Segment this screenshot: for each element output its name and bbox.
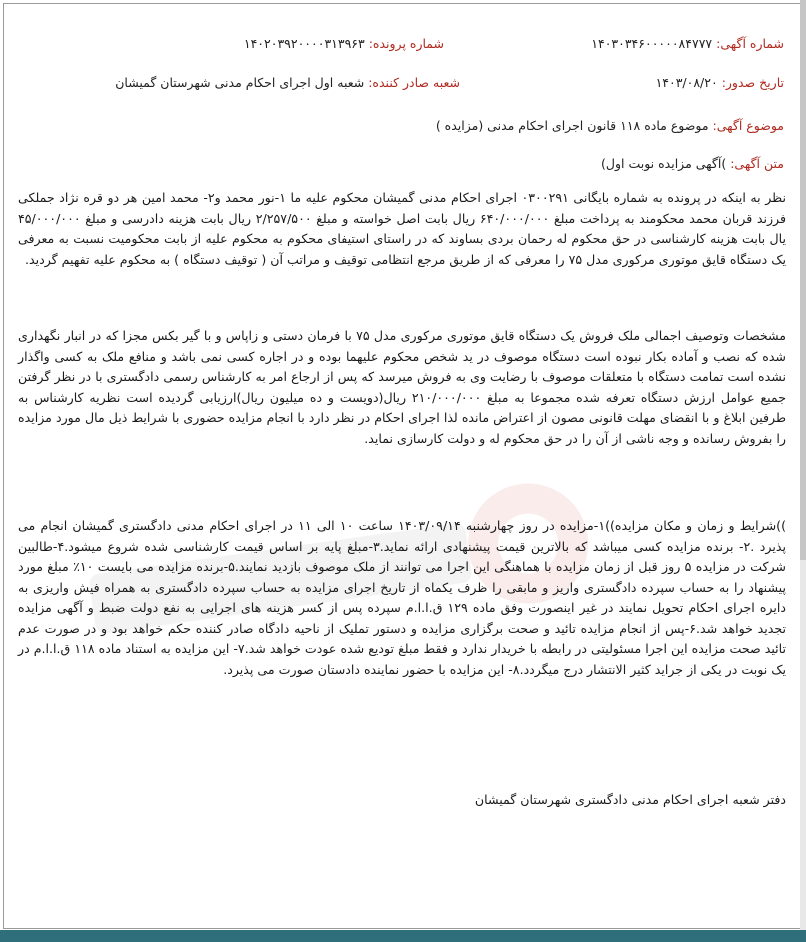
case-number-label: شماره پرونده:	[368, 36, 444, 51]
paragraph-intro: نظر به اینکه در پرونده به شماره بایگانی ۰۳۰۰۲۹۱ اجرای احکام مدنی گمیشان محکوم علیه ما ۱-نور محمد و۲- محمد امین هر دو قره نژاد جملکی فرزند قربان محمد محکومند به پرداخت مبلغ ۶۴۰/۰۰۰/۰۰۰ ریال بابت اصل خواسته و مبلغ ۲/۲۵۷/۵۰۰ ریال بابت هزینه دادرسی و مبلغ ۴۵/۰۰۰/۰۰۰ یال بابت هزینه کارشناسی در حق محکوم له رحمان بردی بساوند که در راستای استیفای محکوم به محکوم علیه از بابت محکومیت نسبت به معرفی یک دستگاه قایق موتوری مرکوری مدل ۷۵ را معرفی که از طریق مرجع انتظامی توقیف و مراتب آن ( توقیف دستگاه ) به محکوم علیه تفهیم گردید.	[18, 190, 787, 267]
paragraph-conditions: ))شرایط و زمان و مکان مزایده))۱-مزایده در روز چهارشنبه ۱۴۰۳/۰۹/۱۴ ساعت ۱۰ الی ۱۱ در اجرای احکام مدنی دادگستری گمیشان انجام می پذیرد .۲- برنده مزایده کسی میباشد که بالاترین قیمت پیشنهادی ارائه نماید.۳-مبلغ پایه بر اساس قیمت کارشناسی شده شروع میشود.۴-طالبین شرکت در مزایده ۵ روز قبل از زمان مزایده با هماهنگی این اجرا می توانند از ملک موصوف بازدید نمایند.۵-برنده مزایده می بایست ۱۰٪ مبلغ مورد پیشنهاد را به حساب سپرده دادگستری واریز و مابقی را ظرف یکماه از تاریخ اجرای مزایده به حساب سپرده دادگستری به همراه فیش واریزی به دایره اجرای احکام تحویل نمایند در غیر اینصورت وفق ماده ۱۲۹ ق.ا.ا.م سپرده پس از کسر هزینه های اجرایی به نفع دولت ضبط و آگهی مزایده تجدید خواهد شد.۶-پس از انجام مزایده تائید و صحت برگزاری مزایده و دستور تملیک از ناحیه دادگاه صادر کننده حکم خواهد بود و در صورت عدم تائید صحت مزایده این اجرا مسئولیتی در رابطه با خریدار ندارد و فقط مبلغ تودیع شده عودت خواهد شد.۷- این مزایده به استناد ماده ۱۱۸ ق.ا.ا.م در یک نوبت در یکی از جراید کثیر الانتشار درج میگردد.۸- این مزایده با حضور نماینده دادستان صورت می پذیرد.	[18, 518, 787, 677]
signature-line: دفتر شعبه اجرای احکام مدنی دادگستری شهرستان گمیشان	[474, 792, 786, 807]
scrollbar-thumb[interactable]	[800, 0, 806, 560]
issue-date	[656, 75, 784, 90]
issuer	[115, 75, 460, 90]
case-number	[244, 36, 444, 51]
ad-number	[591, 36, 784, 51]
subject-label: موضوع آگهی:	[712, 118, 784, 133]
bottom-bar	[0, 930, 806, 942]
content-heading	[601, 156, 784, 171]
subject-line	[436, 118, 784, 133]
case-number-value: ۱۴۰۲۰۳۹۲۰۰۰۰۳۱۳۹۶۳	[243, 36, 365, 51]
subject-value: موضوع ماده ۱۱۸ قانون اجرای احکام مدنی (مزایده )	[435, 118, 709, 133]
issue-date-value: ۱۴۰۳/۰۸/۲۰	[655, 75, 718, 90]
scrollbar-track[interactable]	[800, 0, 806, 930]
ad-number-value: ۱۴۰۳۰۳۴۶۰۰۰۰۰۸۴۷۷۷	[591, 36, 713, 51]
content-label: متن آگهی:	[730, 156, 784, 171]
issuer-label: شعبه صادر کننده:	[368, 75, 460, 90]
paragraph-description: مشخصات وتوصیف اجمالی ملک فروش یک دستگاه قایق موتوری مرکوری مدل ۷۵ با فرمان دستی و زاپاس و با گیر بکس مجزا که در انبار نگهداری شده که نصب و آماده بکار نبوده است دستگاه موصوف در ید شخص محکوم علیهما بوده و در اجاره کسی نمی باشد و منافع ملک به کسی واگذار نشده است تمامت دستگاه با متعلقات موصوف با رضایت وی به فروش میرسد که پس از ارجاع امر به کارشناس رسمی دادگستری با در نظر گرفتن جمیع عوامل ارزش دستگاه تعرفه شده مجموعا به مبلغ ۲۱۰/۰۰۰/۰۰۰ ریال(دویست و ده میلیون ریال)ارزیابی گردیده است نظریه کارشناس به طرفین ابلاغ و با انقضای مهلت قانونی مصون از اعتراض مانده لذا اجرای احکام در نظر دارد با انجام مزایده حضوری با شرایط ذیل مال مورد مزایده را بفروش رسانده و وجه ناشی از آن را در حق محکوم له و دولت کارسازی نماید.	[18, 328, 786, 446]
ad-number-label: شماره آگهی:	[716, 36, 784, 51]
issue-date-label: تاریخ صدور:	[721, 75, 784, 90]
issuer-value: شعبه اول اجرای احکام مدنی شهرستان گمیشان	[115, 75, 365, 90]
content-title: )آگهی مزایده نوبت اول)	[601, 156, 727, 171]
